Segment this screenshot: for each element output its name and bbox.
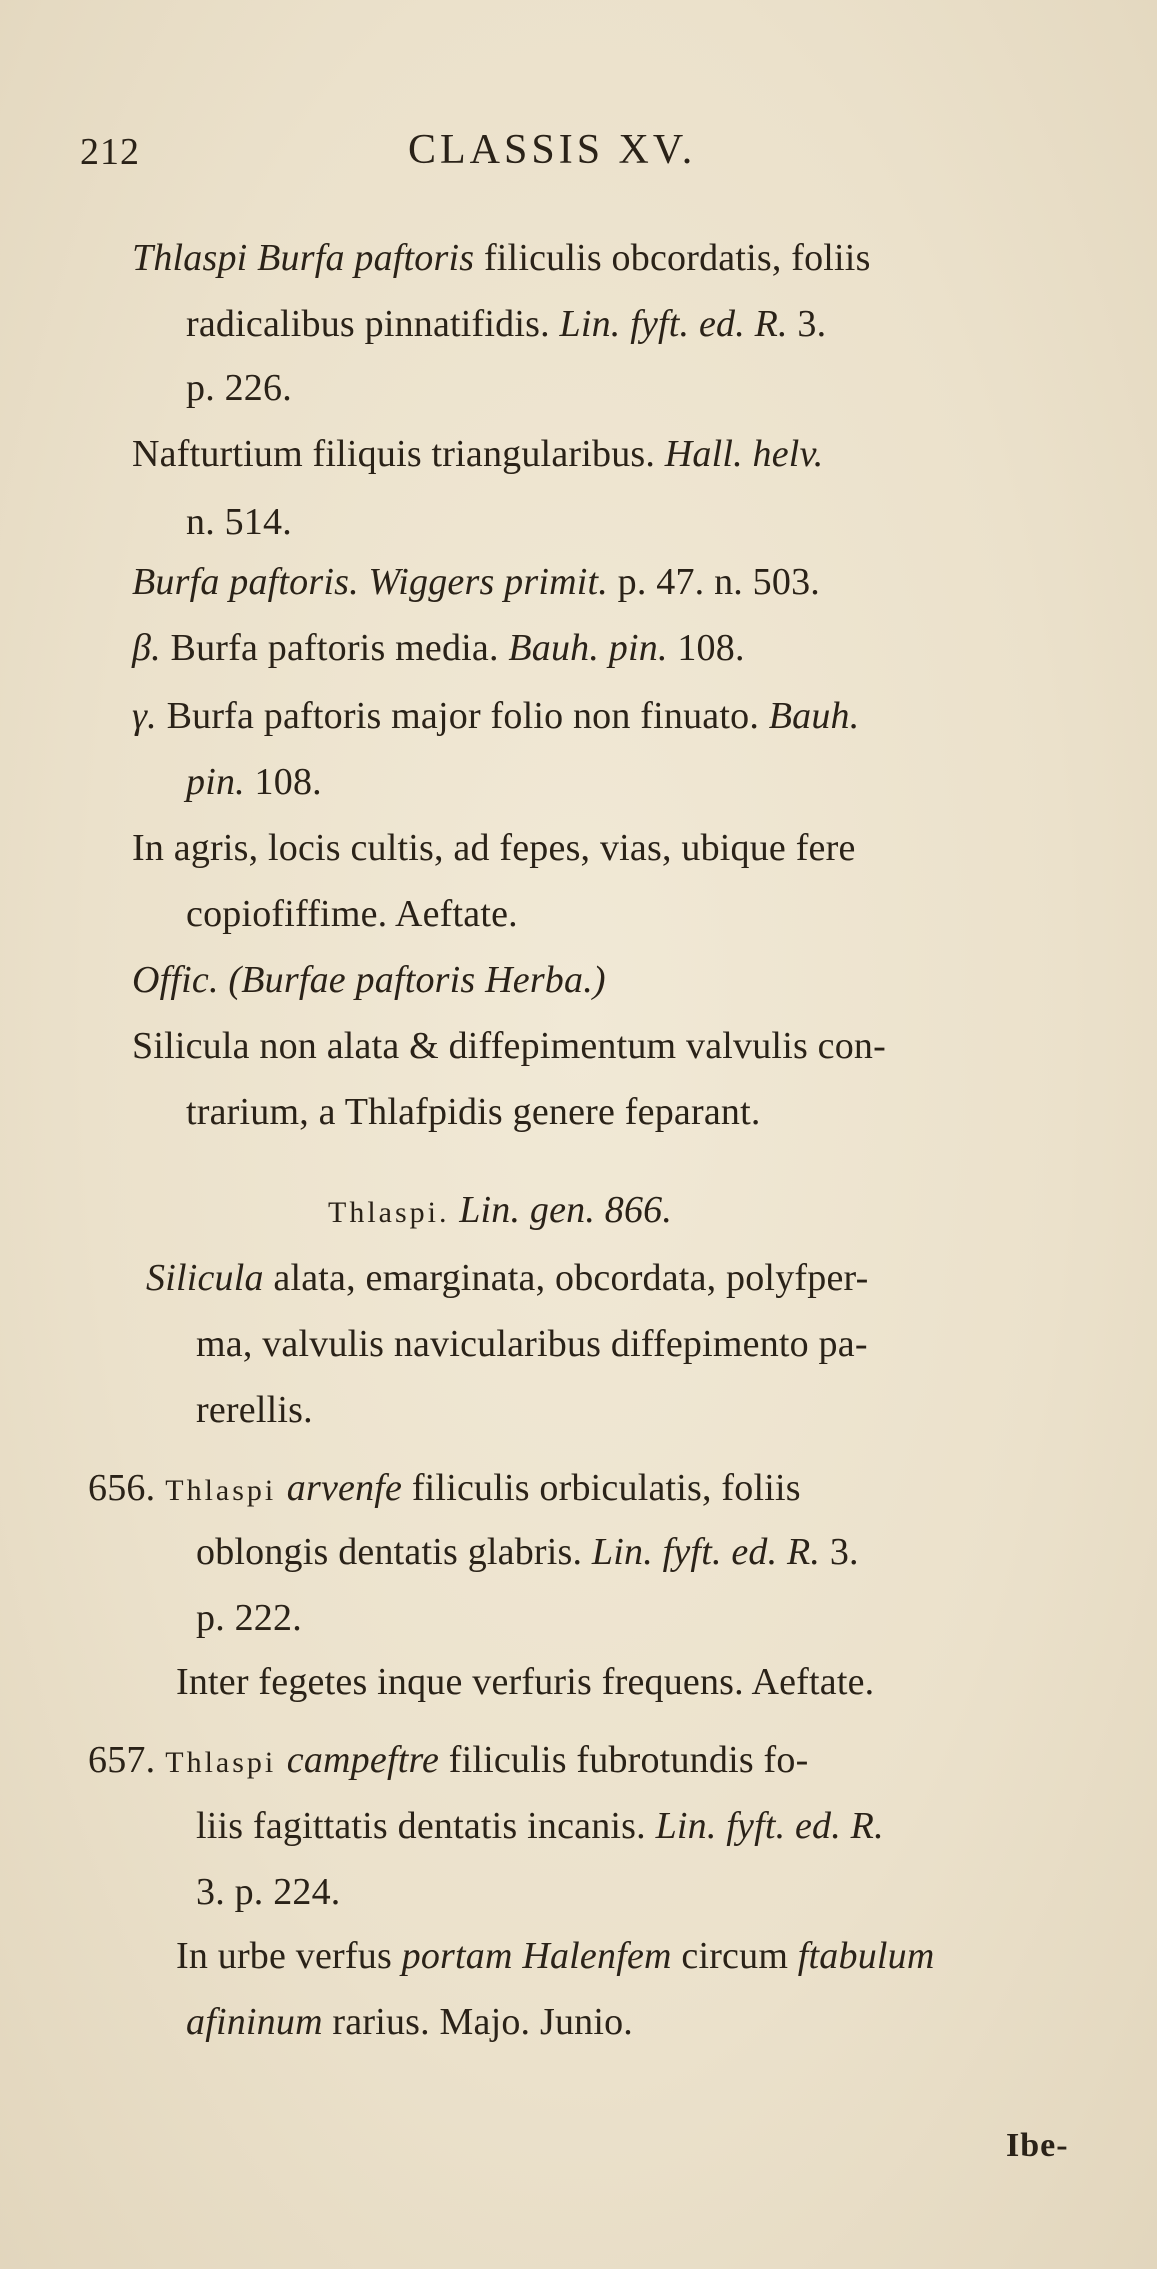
citation: Burfa paftoris. Wiggers primit. <box>132 561 608 603</box>
page-ref: n. 514. <box>186 501 292 543</box>
catchword: Ibe- <box>1006 2127 1069 2164</box>
synonym-text: Nafturtium filiquis triangularibus. <box>132 433 665 475</box>
entry1-line2 <box>186 302 826 346</box>
genus-desc-text: ma, valvulis navicularibus diffepimento pa- <box>196 1323 868 1365</box>
entry1-line5 <box>186 500 292 544</box>
genus-desc-line2 <box>196 1322 868 1366</box>
entry1-line9 <box>186 760 322 804</box>
habitat-text: Inter fegetes inque verfuris frequens. Aeftate. <box>176 1661 875 1703</box>
habitat-text: In agris, locis cultis, ad fepes, vias, ubique fere <box>132 827 856 869</box>
genus-desc-text: rerellis. <box>196 1389 313 1431</box>
genus-name: Thlaspi <box>155 1474 287 1507</box>
entry-number: 657. <box>88 1739 156 1781</box>
page-ref: 108. <box>667 627 745 669</box>
running-title: CLASSIS XV. <box>408 127 697 173</box>
entry657-line4 <box>176 1934 935 1978</box>
species-epithet: arvenfe <box>286 1467 403 1509</box>
entry1-line14 <box>186 1090 761 1134</box>
page-ref: p. 47. n. 503. <box>607 561 820 603</box>
citation: Lin. fyft. ed. R. <box>591 1531 821 1573</box>
entry657-line2 <box>196 1804 884 1848</box>
citation: Hall. helv. <box>664 433 824 475</box>
entry656-line3 <box>196 1596 302 1640</box>
citation: Bauh. <box>768 695 860 737</box>
entry-number: 656. <box>88 1467 156 1509</box>
synonym-text: Burfa paftoris major folio non finuato. <box>156 695 769 737</box>
location-name: ftabulum <box>797 1935 935 1977</box>
entry1-line11 <box>186 892 518 936</box>
species-epithet: campeftre <box>286 1739 440 1781</box>
entry657-line3 <box>196 1870 341 1914</box>
entry657-line1 <box>88 1738 808 1785</box>
description-text: radicalibus pinnatifidis. <box>186 303 560 345</box>
variety-mark: β. <box>132 627 161 669</box>
genus-name: Thlaspi. <box>328 1196 450 1229</box>
genus-term: Silicula <box>146 1257 264 1299</box>
genus-desc-text: alata, emarginata, obcordata, polyfper- <box>263 1257 869 1299</box>
page-ref: 108. <box>244 761 322 803</box>
entry657-line5 <box>186 2000 633 2044</box>
genus-desc-line1 <box>146 1256 868 1300</box>
citation: Lin. fyft. ed. R. <box>655 1805 884 1847</box>
entry656-line4 <box>176 1660 874 1704</box>
citation: Bauh. pin. <box>508 627 668 669</box>
habitat-text: circum <box>671 1935 798 1977</box>
citation: pin. <box>186 761 245 803</box>
page-ref: 3. p. 224. <box>196 1871 341 1913</box>
note-text: Silicula non alata & diffepimentum valvulis con- <box>132 1025 886 1067</box>
genus-heading <box>328 1188 672 1235</box>
entry1-line13 <box>132 1024 886 1068</box>
synonym-text: Burfa paftoris media. <box>160 627 509 669</box>
genus-name: Thlaspi <box>155 1746 287 1779</box>
citation-number: 3. <box>787 303 827 345</box>
officinal-note: Offic. (Burfae paftoris Herba.) <box>132 959 606 1001</box>
entry656-line2 <box>196 1530 859 1574</box>
entry1-line10 <box>132 826 856 870</box>
entry1-line4 <box>132 432 824 476</box>
description-text: filiculis obcordatis, foliis <box>474 237 871 279</box>
page-ref: p. 222. <box>196 1597 302 1639</box>
genus-number: 866. <box>595 1189 673 1231</box>
entry1-line6 <box>132 560 820 604</box>
habitat-text: rarius. Majo. Junio. <box>322 2001 633 2043</box>
entry1-line3 <box>186 366 292 410</box>
page-number: 212 <box>80 131 140 173</box>
citation-number: 3. <box>820 1531 859 1573</box>
note-text: trarium, a Thlafpidis genere feparant. <box>186 1091 761 1133</box>
entry1-line7 <box>132 626 745 670</box>
entry1-line8 <box>132 694 859 738</box>
habitat-text: copiofiffime. Aeftate. <box>186 893 518 935</box>
variety-mark: γ. <box>132 695 157 737</box>
location-name: afininum <box>186 2001 323 2043</box>
description-text: filiculis fubrotundis fo- <box>439 1739 809 1781</box>
page-ref: p. 226. <box>186 367 292 409</box>
description-text: filiculis orbiculatis, foliis <box>402 1467 801 1509</box>
genus-desc-line3 <box>196 1388 313 1432</box>
description-text: liis fagittatis dentatis incanis. <box>196 1805 656 1847</box>
species-name: Thlaspi Burfa paftoris <box>132 237 475 279</box>
location-name: portam Halenfem <box>401 1935 672 1977</box>
habitat-text: In urbe verfus <box>176 1935 402 1977</box>
entry656-line1 <box>88 1466 801 1513</box>
citation: Lin. fyft. ed. R. <box>559 303 788 345</box>
entry1-line12 <box>132 958 606 1002</box>
description-text: oblongis dentatis glabris. <box>196 1531 592 1573</box>
entry1-line1 <box>132 236 871 280</box>
genus-citation: Lin. gen. <box>459 1189 596 1231</box>
